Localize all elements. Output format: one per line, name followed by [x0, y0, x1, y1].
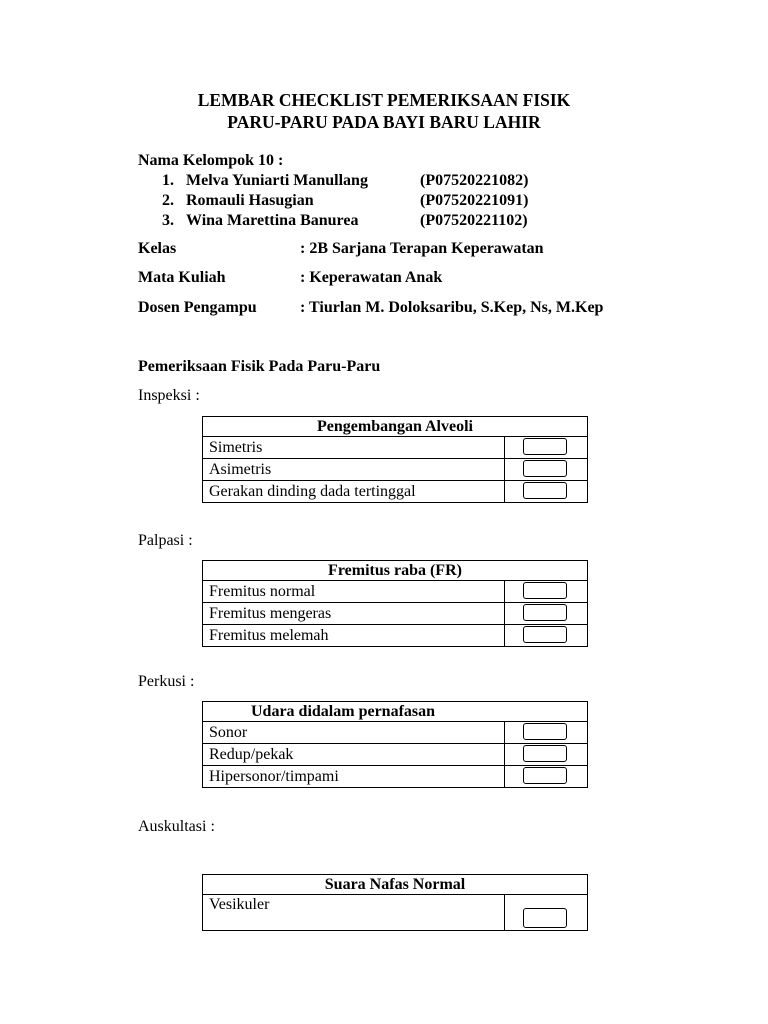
checkbox[interactable]	[523, 745, 567, 762]
member-name: Romauli Hasugian	[186, 192, 314, 209]
row-label: Simetris	[203, 437, 505, 459]
inspeksi-label: Inspeksi :	[138, 387, 200, 404]
table-row	[203, 766, 588, 788]
auskultasi-table	[202, 874, 588, 931]
row-label: Fremitus mengeras	[203, 603, 505, 625]
member-number: 2.	[162, 192, 174, 209]
member-number: 1.	[162, 172, 174, 189]
row-label: Fremitus normal	[203, 581, 505, 603]
info-label-dosen: Dosen Pengampu	[138, 299, 257, 316]
info-label-kelas: Kelas	[138, 240, 177, 257]
table-title: Fremitus raba (FR)	[203, 561, 588, 581]
member-nim: (P07520221082)	[420, 172, 529, 189]
table-row	[203, 459, 588, 481]
section-title: Pemeriksaan Fisik Pada Paru-Paru	[138, 358, 381, 375]
table-row	[203, 625, 588, 647]
info-value-dosen: : Tiurlan M. Doloksaribu, S.Kep, Ns, M.Kep	[300, 299, 604, 316]
row-label: Redup/pekak	[203, 744, 505, 766]
table-row	[203, 437, 588, 459]
member-name: Wina Marettina Banurea	[186, 212, 359, 229]
row-label: Vesikuler	[203, 895, 505, 931]
table-row	[203, 603, 588, 625]
auskultasi-label: Auskultasi :	[138, 818, 215, 835]
checkbox[interactable]	[523, 582, 567, 599]
row-label: Gerakan dinding dada tertinggal	[203, 481, 505, 503]
checkbox[interactable]	[523, 767, 567, 784]
row-label: Asimetris	[203, 459, 505, 481]
document-title-line-2: PARU-PARU PADA BAYI BARU LAHIR	[227, 112, 541, 132]
checkbox[interactable]	[523, 482, 567, 499]
group-label: Nama Kelompok 10 :	[138, 152, 284, 169]
inspeksi-table	[202, 416, 588, 503]
palpasi-table	[202, 560, 588, 647]
table-row	[203, 481, 588, 503]
checkbox[interactable]	[523, 460, 567, 477]
checkbox[interactable]	[523, 626, 567, 643]
perkusi-label: Perkusi :	[138, 673, 195, 690]
checkbox[interactable]	[523, 723, 567, 740]
info-value-kelas: : 2B Sarjana Terapan Keperawatan	[300, 240, 544, 257]
checkbox[interactable]	[523, 438, 567, 455]
table-title: Suara Nafas Normal	[203, 875, 588, 895]
row-label: Fremitus melemah	[203, 625, 505, 647]
table-row	[203, 722, 588, 744]
row-label: Sonor	[203, 722, 505, 744]
member-nim: (P07520221091)	[420, 192, 529, 209]
member-nim: (P07520221102)	[420, 212, 528, 229]
checkbox[interactable]	[523, 604, 567, 621]
member-name: Melva Yuniarti Manullang	[186, 172, 368, 189]
table-title: Udara didalam pernafasan	[203, 702, 588, 722]
info-value-mata-kuliah: : Keperawatan Anak	[300, 269, 443, 286]
document-title-line-1: LEMBAR CHECKLIST PEMERIKSAAN FISIK	[197, 90, 571, 110]
info-label-mata-kuliah: Mata Kuliah	[138, 269, 226, 286]
table-row	[203, 744, 588, 766]
member-number: 3.	[162, 212, 174, 229]
perkusi-table	[202, 701, 588, 788]
row-label: Hipersonor/timpami	[203, 766, 505, 788]
palpasi-label: Palpasi :	[138, 532, 193, 549]
table-row	[203, 581, 588, 603]
table-row	[203, 895, 588, 931]
checkbox[interactable]	[523, 908, 567, 928]
table-title: Pengembangan Alveoli	[203, 417, 588, 437]
